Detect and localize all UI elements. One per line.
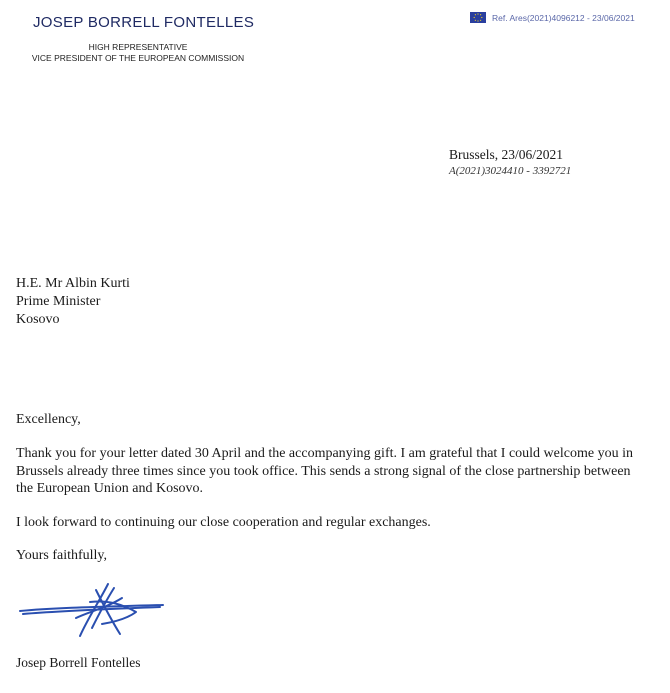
salutation: Excellency,: [16, 412, 81, 427]
eu-flag-icon: [470, 12, 486, 23]
reference-stamp: [470, 12, 635, 23]
place-and-date: Brussels, 23/06/2021: [449, 147, 564, 162]
addressee-name: H.E. Mr Albin Kurti: [16, 276, 130, 291]
letterhead-name: JOSEP BORRELL FONTELLES: [33, 14, 255, 31]
body-paragraph-1: Thank you for your letter dated 30 April and the accompanying gift. I am grateful that I could welcome you in Brussels already three times since you took office. This sends a strong signal of the close partnership between the European Union and Kosovo.: [16, 446, 633, 496]
document-reference: A(2021)3024410 - 3392721: [449, 165, 572, 177]
signatory-name: Josep Borrell Fontelles: [16, 655, 141, 670]
letterhead-title-vice-president: VICE PRESIDENT OF THE EUROPEAN COMMISSION: [31, 53, 245, 63]
handwritten-signature: [18, 578, 168, 640]
date-block: [449, 147, 571, 179]
addressee-country: Kosovo: [16, 312, 60, 327]
addressee-title: Prime Minister: [16, 294, 101, 309]
letterhead-title-high-representative: HIGH REPRESENTATIVE: [88, 42, 188, 52]
reference-number: Ref. Ares(2021)4096212 - 23/06/2021: [492, 12, 635, 23]
letterhead-titles: [18, 42, 258, 64]
closing: Yours faithfully,: [16, 548, 108, 563]
addressee-block: [16, 275, 130, 329]
body-paragraph-2: I look forward to continuing our close cooperation and regular exchanges.: [16, 515, 431, 530]
